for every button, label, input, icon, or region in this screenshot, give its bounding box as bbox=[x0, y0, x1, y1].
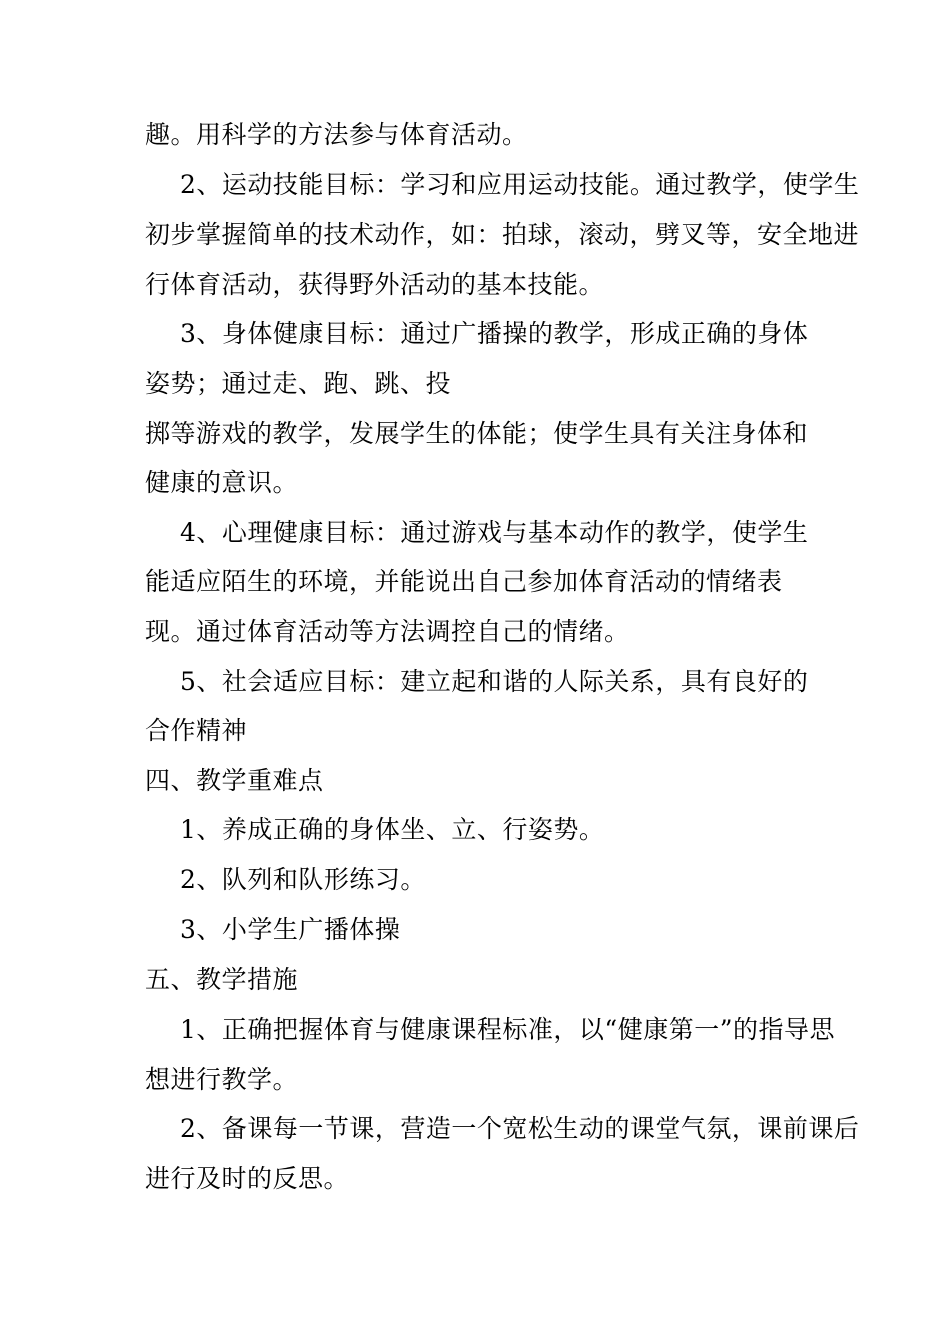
text-line: 2、队列和队形练习。 bbox=[180, 865, 426, 894]
text-line: 3、身体健康目标：通过广播操的教学，形成正确的身体 bbox=[180, 319, 809, 348]
text-line: 初步掌握简单的技术动作，如：拍球，滚动，劈叉等，安全地进 bbox=[145, 220, 860, 249]
section-heading: 五、教学措施 bbox=[145, 965, 299, 994]
text-line: 合作精神 bbox=[145, 716, 248, 745]
text-line: 行体育活动，获得野外活动的基本技能。 bbox=[145, 270, 605, 299]
text-line: 趣。用科学的方法参与体育活动。 bbox=[145, 120, 528, 149]
section-heading: 四、教学重难点 bbox=[145, 766, 324, 795]
text-line: 1、养成正确的身体坐、立、行姿势。 bbox=[180, 815, 605, 844]
text-line: 进行及时的反思。 bbox=[145, 1164, 350, 1193]
text-line: 4、心理健康目标：通过游戏与基本动作的教学，使学生 bbox=[180, 518, 809, 547]
text-line: 1、正确把握体育与健康课程标准，以“健康第一”的指导思 bbox=[180, 1015, 835, 1044]
text-line: 2、备课每一节课，营造一个宽松生动的课堂气氛，课前课后 bbox=[180, 1114, 860, 1143]
text-line: 现。通过体育活动等方法调控自己的情绪。 bbox=[145, 617, 630, 646]
text-line: 2、运动技能目标：学习和应用运动技能。通过教学，使学生 bbox=[180, 170, 860, 199]
text-line: 能适应陌生的环境，并能说出自己参加体育活动的情绪表 bbox=[145, 567, 783, 596]
text-line: 想进行教学。 bbox=[145, 1065, 299, 1094]
text-line: 3、小学生广播体操 bbox=[180, 915, 401, 944]
text-line: 掷等游戏的教学，发展学生的体能；使学生具有关注身体和 bbox=[145, 419, 809, 448]
text-line: 健康的意识。 bbox=[145, 468, 299, 497]
text-line: 姿势；通过走、跑、跳、投 bbox=[145, 369, 452, 398]
text-line: 5、社会适应目标：建立起和谐的人际关系，具有良好的 bbox=[180, 667, 809, 696]
